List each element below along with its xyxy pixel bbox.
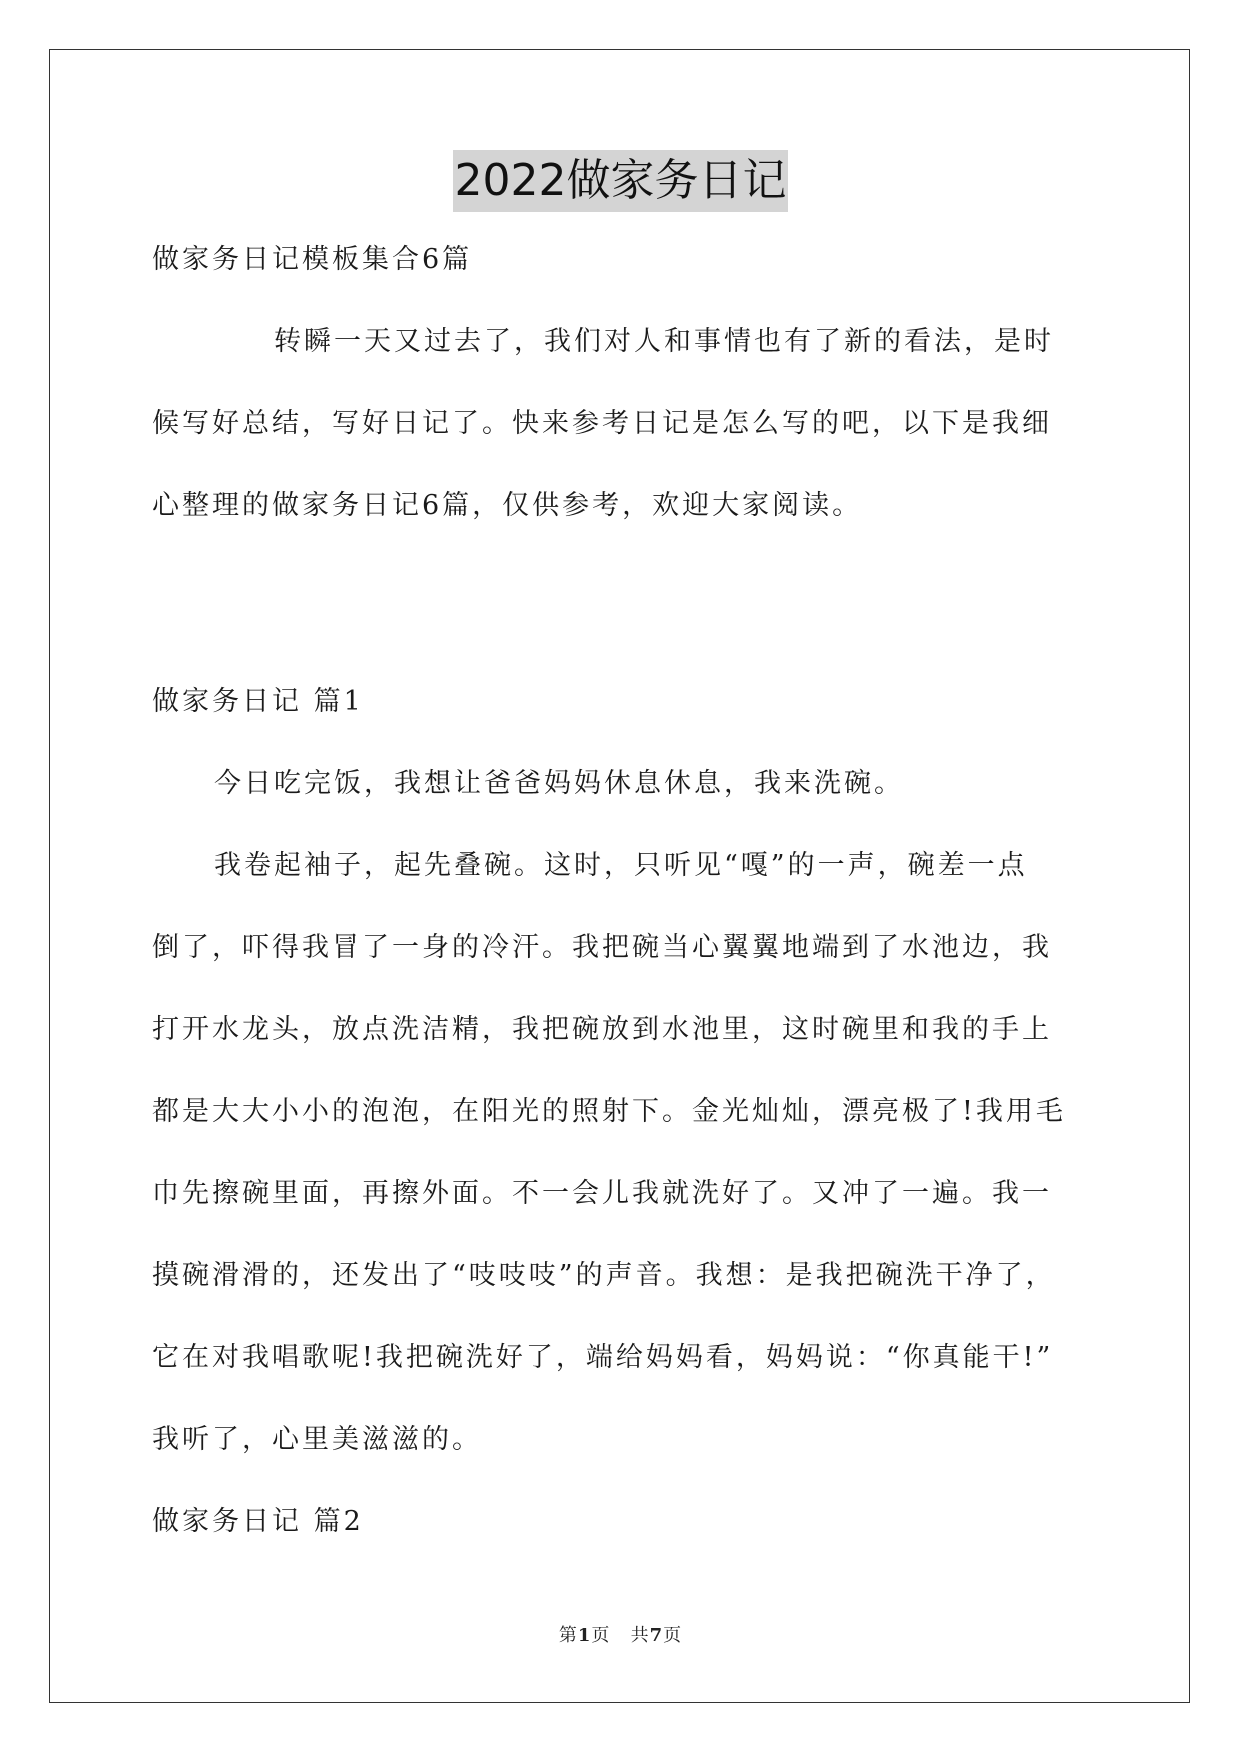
document-body <box>152 238 1092 1582</box>
page-prefix: 第 <box>558 1625 578 1646</box>
intro-line: 转瞬一天又过去了，我们对人和事情也有了新的看法，是时 <box>274 326 1054 357</box>
paragraph-line: 摸碗滑滑的，还发出了“吱吱吱”的声音。我想：是我把碗洗干净了， <box>152 1260 1056 1291</box>
total-suffix: 页 <box>663 1625 683 1646</box>
page-footer <box>0 1621 1241 1647</box>
total-prefix: 共 <box>630 1625 650 1646</box>
document-title: 2022做家务日记 <box>453 150 789 212</box>
document-subtitle: 做家务日记模板集合6篇 <box>152 244 473 275</box>
intro-line: 心整理的做家务日记6篇，仅供参考，欢迎大家阅读。 <box>152 490 863 521</box>
paragraph-line: 巾先擦碗里面，再擦外面。不一会儿我就洗好了。又冲了一遍。我一 <box>152 1178 1052 1209</box>
paragraph-line: 都是大大小小的泡泡，在阳光的照射下。金光灿灿，漂亮极了!我用毛 <box>152 1096 1066 1127</box>
page-current: 1 <box>577 1625 592 1646</box>
page-total: 7 <box>649 1625 664 1646</box>
intro-line: 候写好总结，写好日记了。快来参考日记是怎么写的吧，以下是我细 <box>152 408 1052 439</box>
title-container <box>0 150 1241 212</box>
section-heading: 做家务日记 篇2 <box>152 1506 364 1537</box>
paragraph-line: 我听了，心里美滋滋的。 <box>152 1424 482 1455</box>
paragraph: 今日吃完饭，我想让爸爸妈妈休息休息，我来洗碗。 <box>214 768 904 799</box>
paragraph-line: 倒了，吓得我冒了一身的冷汗。我把碗当心翼翼地端到了水池边，我 <box>152 932 1052 963</box>
paragraph-line: 我卷起袖子，起先叠碗。这时，只听见“嘎”的一声，碗差一点 <box>214 850 1028 881</box>
paragraph-line: 它在对我唱歌呢!我把碗洗好了，端给妈妈看，妈妈说：“你真能干!” <box>152 1342 1054 1373</box>
spacer <box>152 566 1092 680</box>
page-suffix: 页 <box>591 1625 611 1646</box>
paragraph-line: 打开水龙头，放点洗洁精，我把碗放到水池里，这时碗里和我的手上 <box>152 1014 1052 1045</box>
section-heading: 做家务日记 篇1 <box>152 686 364 717</box>
